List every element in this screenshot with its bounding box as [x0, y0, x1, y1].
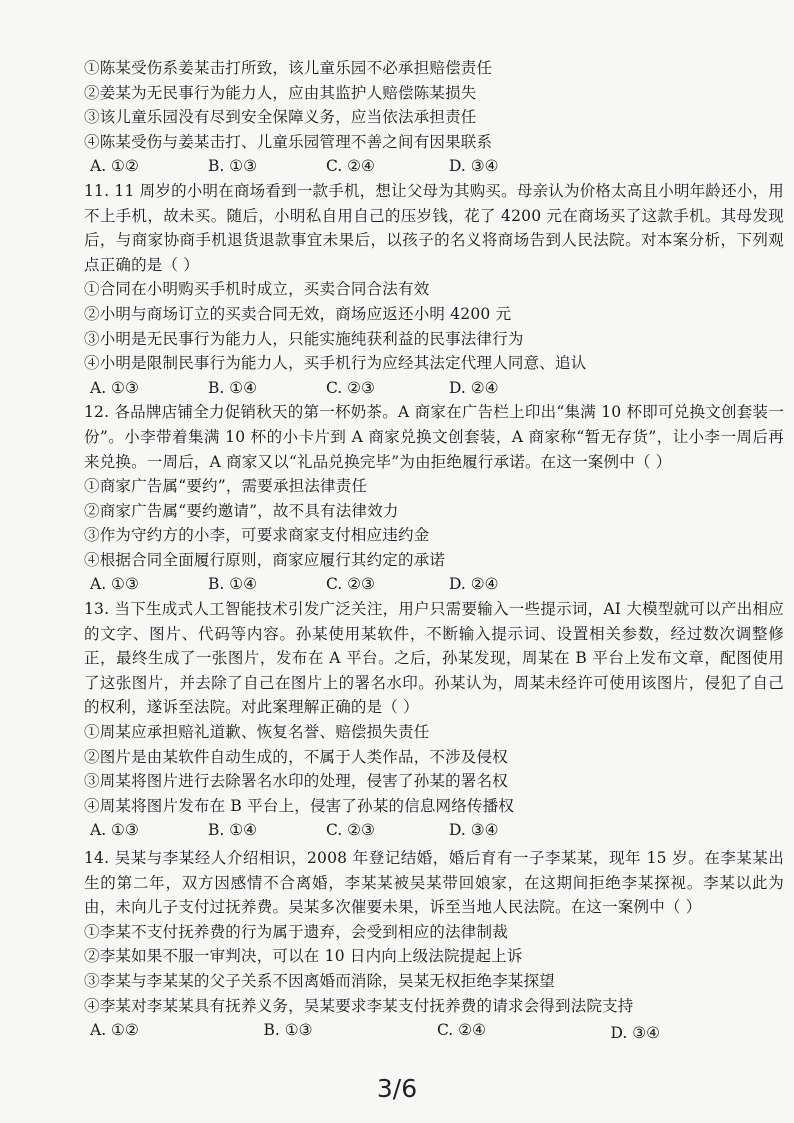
question-sheet — [84, 56, 784, 1043]
statement-1: ①李某不支付抚养费的行为属于遗弃，会受到相应的法律制裁 — [84, 922, 508, 941]
option-d: D. ③④ — [449, 157, 499, 176]
statement-4: ④陈某受伤与姜某击打、儿童乐园管理不善之间有因果联系 — [84, 132, 493, 151]
option-a: A. ①③ — [90, 575, 139, 594]
question-stem: 12. 各品牌店铺全力促销秋天的第一杯奶茶。A 商家在广告栏上印出“集满 10 杯即可兑换文创套装一份”。小李带着集满 10 杯的小卡片到 A 商家兑换文创套装，A 商家称“暂无存货”，让小李一周后再来兑换。一周后，A 商家又以“礼品兑换完毕”为由拒绝履行承诺。在这一案例中（ ） — [84, 403, 784, 471]
statement-3: ③作为守约方的小李，可要求商家支付相应违约金 — [84, 526, 430, 545]
statement-3: ③该儿童乐园没有尽到安全保障义务，应当依法承担责任 — [84, 108, 477, 127]
option-a: A. ①③ — [90, 821, 139, 840]
option-d: D. ②④ — [449, 575, 499, 594]
statement-2: ②图片是由某软件自动生成的，不属于人类作品，不涉及侵权 — [84, 747, 508, 766]
statement-1: ①合同在小明购买手机时成立，买卖合同合法有效 — [84, 280, 430, 299]
option-c: C. ②③ — [326, 575, 375, 594]
option-a: A. ①③ — [90, 378, 139, 397]
statement-2: ②姜某为无民事行为能力人，应由其监护人赔偿陈某损失 — [84, 83, 477, 102]
statement-4: ④根据合同全面履行原则，商家应履行其约定的承诺 — [84, 550, 446, 569]
question-stem: 14. 吴某与李某经人介绍相识，2008 年登记结婚，婚后育有一子李某某，现年 15 岁。在李某某出生的第二年，双方因感情不合离婚，李某某被吴某带回娘家，在这期间拒绝李某探视。李某以此为由，未向儿子支付过抚养费。吴某多次催要未果，诉至当地人民法院。在这一案例中（ ） — [84, 849, 784, 917]
statement-2: ②小明与商场订立的买卖合同无效，商场应返还小明 4200 元 — [84, 304, 512, 323]
option-c: C. ②③ — [326, 378, 375, 397]
option-d: D. ③④ — [449, 821, 499, 840]
options-row — [90, 572, 784, 597]
statement-1: ①商家广告属“要约”，需要承担法律责任 — [84, 477, 368, 496]
statement-3: ③周某将图片进行去除署名水印的处理，侵害了孙某的署名权 — [84, 772, 508, 791]
statement-3: ③小明是无民事行为能力人，只能实施纯获利益的民事法律行为 — [84, 329, 524, 348]
statement-2: ②李某如果不服一审判决，可以在 10 日内向上级法院提起上诉 — [84, 947, 523, 966]
question-11 — [84, 179, 784, 400]
option-c: C. ②④ — [326, 157, 375, 176]
statement-1: ①陈某受伤系姜某击打所致，该儿童乐园不必承担赔偿责任 — [84, 59, 493, 77]
option-b: B. ①③ — [263, 1021, 313, 1040]
options-row — [90, 154, 784, 179]
option-b: B. ①④ — [208, 821, 258, 840]
question-stem: 11. 11 周岁的小明在商场看到一款手机，想让父母为其购买。母亲认为价格太高且小明年龄还小，用不上手机，故未买。随后，小明私自用自己的压岁钱，花了 4200 元在商场买了这款手机。其母发现后，与商家协商手机退货退款事宜未果后，以孩子的名义将商场告到人民法院。对本案分析，下列观点正确的是（ ） — [84, 181, 784, 274]
options-row — [90, 818, 784, 843]
statement-3: ③李某与李某某的父子关系不因离婚而消除，吴某无权拒绝李某探望 — [84, 971, 556, 990]
statement-2: ②商家广告属“要约邀请”，故不具有法律效力 — [84, 501, 399, 520]
option-d: D. ②④ — [449, 378, 499, 397]
option-c: C. ②③ — [326, 821, 375, 840]
question-stem: 13. 当下生成式人工智能技术引发广泛关注，用户只需要输入一些提示词，AI 大模型就可以产出相应的文字、图片、代码等内容。孙某使用某软件，不断输入提示词、设置相关参数，经过数次调整修正，最终生成了一张图片，发布在 A 平台。之后，孙某发现，周某在 B 平台上发布文章，配图使用了这张图片，并去除了自己在图片上的署名水印。孙某认为，周某未经许可使用该图片，侵犯了自己的权利，遂诉至法院。对此案理解正确的是（ ） — [84, 600, 784, 717]
question-13 — [84, 597, 784, 843]
statement-4: ④小明是限制民事行为能力人，买手机行为应经其法定代理人同意、追认 — [84, 354, 587, 373]
page-number: 3/6 — [376, 1074, 418, 1103]
option-b: B. ①③ — [208, 157, 258, 176]
option-a: A. ①② — [90, 1021, 139, 1040]
options-row — [90, 376, 784, 401]
option-b: B. ①④ — [208, 575, 258, 594]
question-12 — [84, 400, 784, 597]
option-b: B. ①④ — [208, 378, 258, 397]
question-14 — [84, 846, 784, 1043]
statement-4: ④周某将图片发布在 B 平台上，侵害了孙某的信息网络传播权 — [84, 796, 515, 815]
statement-4: ④李某对李某某具有抚养义务，吴某要求李某支付抚养费的请求会得到法院支持 — [84, 996, 634, 1015]
option-a: A. ①② — [90, 157, 139, 176]
statement-1: ①周某应承担赔礼道歉、恢复名誉、赔偿损失责任 — [84, 723, 430, 742]
option-c: C. ②④ — [437, 1021, 486, 1040]
option-d: D. ③④ — [610, 1024, 661, 1043]
question-10 — [84, 56, 784, 179]
options-row — [90, 1018, 784, 1043]
